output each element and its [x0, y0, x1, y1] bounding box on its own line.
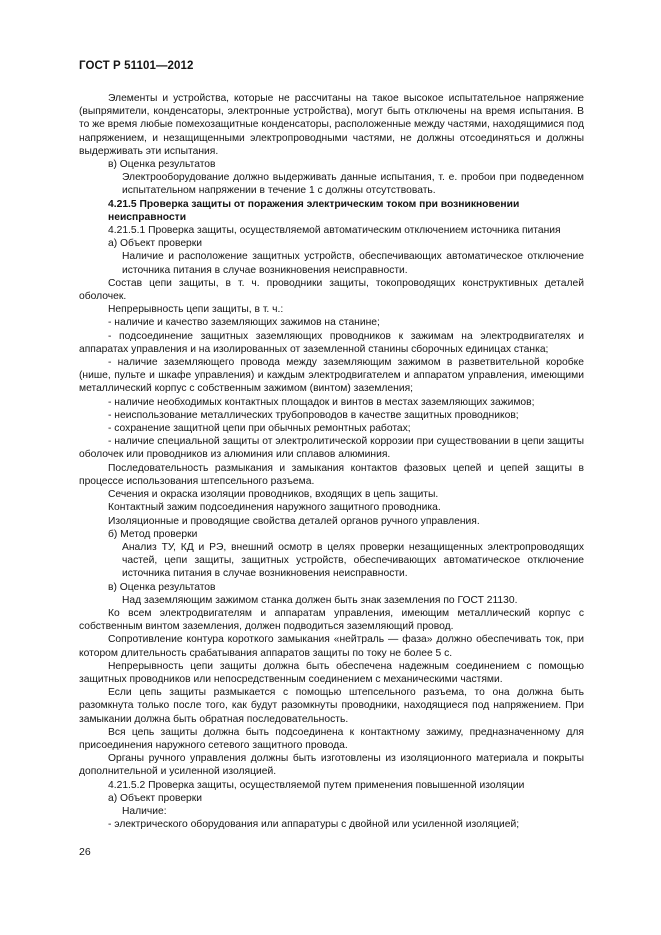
- subheading: в) Оценка результатов: [108, 581, 216, 593]
- paragraph: Состав цепи защиты, в т. ч. проводники защиты, токопроводящих конструктивных деталей оболочек.: [79, 277, 584, 303]
- paragraph: Над заземляющим зажимом станка должен быть знак заземления по ГОСТ 21130.: [122, 594, 518, 606]
- paragraph: Последовательность размыкания и замыкания контактов фазовых цепей и цепей защиты в процессе использования штепсельного разъема.: [79, 462, 584, 487]
- list-item: - неиспользование металлических трубопроводов в качестве защитных проводников;: [108, 409, 519, 421]
- list-item: - наличие и качество заземляющих зажимов на станине;: [108, 317, 380, 329]
- paragraph: Изоляционные и проводящие свойства деталей органов ручного управления.: [108, 515, 480, 527]
- paragraph: Органы ручного управления должны быть изготовлены из изоляционного материала и покрыты дополнительной и усиленной изоляцией.: [79, 753, 584, 778]
- paragraph: Сечения и окраска изоляции проводников, входящих в цепь защиты.: [108, 489, 439, 501]
- list-item: - наличие необходимых контактных площадок и винтов в местах заземляющих зажимов;: [108, 396, 535, 408]
- paragraph: Непрерывность цепи защиты должна быть обеспечена надежным соединением с помощью защитных проводников или непосредственным соединением с механическими частями.: [79, 660, 584, 685]
- paragraph: Контактный зажим подсоединения наружного защитного проводника.: [108, 502, 441, 514]
- document-body: [79, 92, 584, 831]
- subheading: в) Оценка результатов: [108, 159, 216, 171]
- standard-code: ГОСТ Р 51101—2012: [79, 60, 194, 72]
- paragraph: Если цепь защиты размыкается с помощью штепсельного разъема, то она должна быть разомкнута только после того, как будут разомкнуты проводники, находящиеся под напряжением. При замыкании должна быть обратная последовательность.: [79, 687, 584, 725]
- paragraph: 4.21.5.1 Проверка защиты, осуществляемой автоматическим отключением источника питания: [108, 225, 561, 237]
- section-heading: 4.21.5 Проверка защиты от поражения электрическим током при возникновении неисправности: [108, 198, 520, 223]
- paragraph: Анализ ТУ, КД и РЭ, внешний осмотр в целях проверки незащищенных электропроводящих частей, цепи защиты, защитных устройств, обеспечивающих автоматическое отключение источника питания в случае возникновения неисправности.: [122, 541, 584, 580]
- subheading: а) Объект проверки: [108, 792, 203, 804]
- paragraph: Наличие:: [122, 805, 167, 817]
- subheading: а) Объект проверки: [108, 238, 203, 250]
- list-item: - сохранение защитной цепи при обычных ремонтных работах;: [108, 423, 411, 435]
- list-item: - наличие заземляющего провода между заземляющим зажимом в разветвительной коробке (нише, пульте и шкафе управления) и каждым электродвигателем и аппаратом управления, имеющими металлический корпус с собственным зажимом (винтом) заземления;: [79, 357, 584, 395]
- document-header: [79, 60, 194, 72]
- paragraph: 4.21.5.2 Проверка защиты, осуществляемой путем применения повышенной изоляции: [108, 779, 525, 791]
- page-footer: [79, 846, 91, 858]
- paragraph: Ко всем электродвигателям и аппаратам управления, имеющим металлический корпус с собственным винтом заземления, должен подводиться заземляющий провод.: [79, 607, 584, 633]
- paragraph: Электрооборудование должно выдерживать данные испытания, т. е. пробои при подведенном испытательном напряжении в течение 1 с должны отсутствовать.: [122, 172, 584, 197]
- paragraph: Вся цепь защиты должна быть подсоединена к контактному зажиму, предназначенному для присоединения наружного сетевого защитного провода.: [79, 726, 584, 751]
- page-number: 26: [79, 846, 91, 858]
- subheading: б) Метод проверки: [108, 528, 198, 540]
- list-item: - подсоединение защитных заземляющих проводников к зажимам на электродвигателях и аппаратах управления и на изолированных от заземленной станины сборочных единицах станка;: [79, 330, 584, 355]
- paragraph: Сопротивление контура короткого замыкания «нейтраль — фаза» должно обеспечивать ток, при котором длительность срабатывания аппаратов защиты по току не более 5 с.: [79, 634, 584, 659]
- list-item: - электрического оборудования или аппаратуры с двойной или усиленной изоляцией;: [108, 819, 520, 831]
- paragraph: Элементы и устройства, которые не рассчитаны на такое высокое испытательное напряжение (выпрямители, конденсаторы, электронные устройства), могут быть отключены на время испытания. В то же время любые помехозащитные конденсаторы, расположенные между частями, находящимися под напряжением, и незащищенными электропроводными частями, не должны отсоединяться и должны выдерживать эти испытания.: [79, 93, 584, 157]
- list-item: - наличие специальной защиты от электролитической коррозии при существовании в цепи защиты оболочек или проводников из алюминия или сплавов алюминия.: [79, 436, 584, 461]
- paragraph: Наличие и расположение защитных устройств, обеспечивающих автоматическое отключение источника питания в случае возникновения неисправности.: [122, 251, 584, 276]
- paragraph: Непрерывность цепи защиты, в т. ч.:: [108, 304, 284, 316]
